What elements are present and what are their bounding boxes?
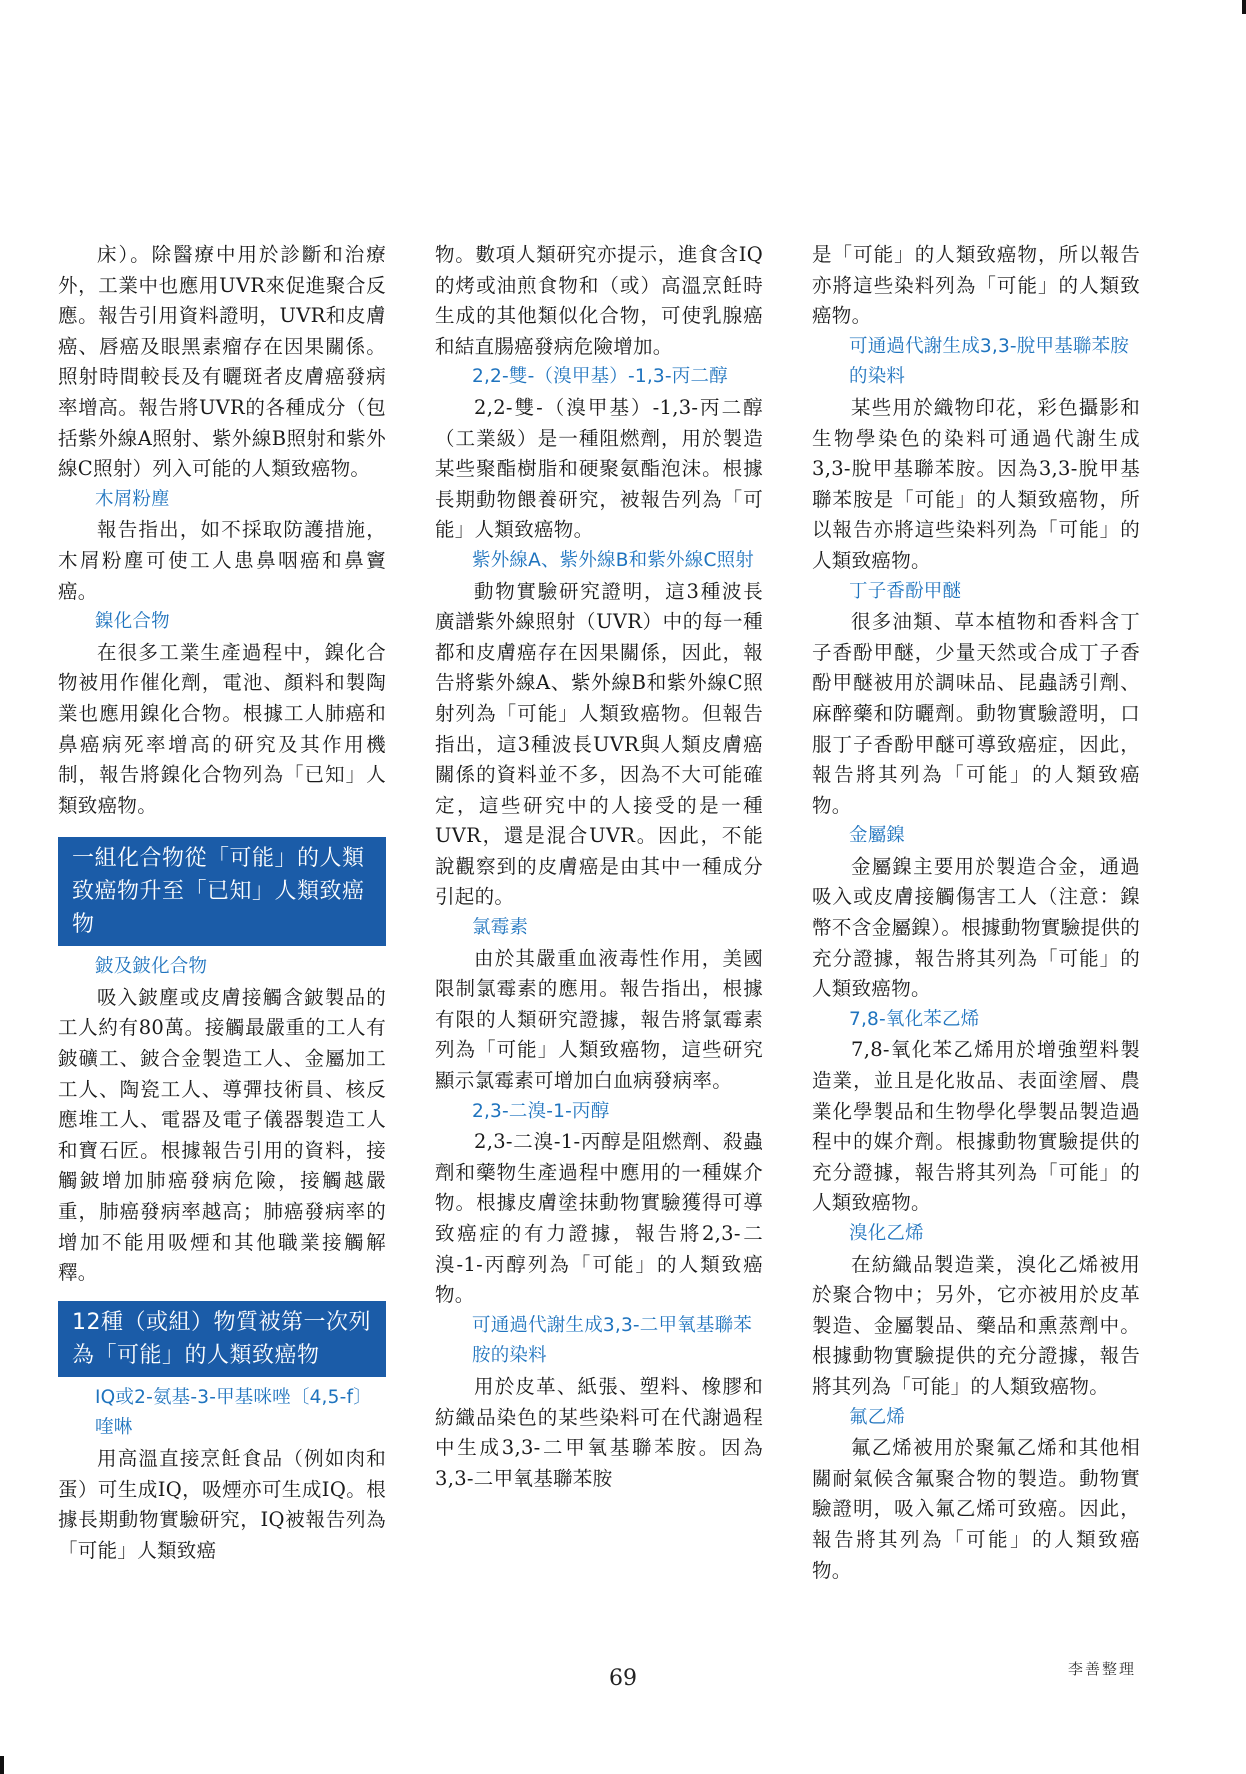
scan-edge-mark-bottom bbox=[0, 1756, 4, 1774]
highlight-box-heading: 12種（或組）物質被第一次列為「可能」的人類致癌物 bbox=[58, 1301, 386, 1377]
paragraph: 用高溫直接烹飪食品（例如肉和蛋）可生成IQ，吸煙亦可生成IQ。根據長期動物實驗研究，IQ被報告列為「可能」人類致癌 bbox=[58, 1447, 386, 1562]
paragraph: 2,2-雙-（溴甲基）-1,3-丙二醇（工業級）是一種阻燃劑，用於製造某些聚酯樹脂和硬聚氨酯泡沫。根據長期動物餵養研究，被報告列為「可能」人類致癌物。 bbox=[435, 395, 763, 542]
paragraph: 金屬鎳主要用於製造合金，通過吸入或皮膚接觸傷害工人（注意：鎳幣不含金屬鎳）。根據動物實驗提供的充分證據，報告將其列為「可能」的人類致癌物。 bbox=[812, 854, 1140, 1001]
paragraph: 吸入鈹塵或皮膚接觸含鈹製品的工人約有80萬。接觸最嚴重的工人有鈹礦工、鈹合金製造工人、金屬加工工人、陶瓷工人、導彈技術員、核反應堆工人、電器及電子儀器製造工人和寶石匠。根據報告引用的資料，接觸鈹增加肺癌發病危險，接觸越嚴重，肺癌發病率越高；肺癌發病率的增加不能用吸煙和其他職業接觸解釋。 bbox=[58, 985, 386, 1285]
column-1 bbox=[58, 240, 386, 1566]
highlight-box-heading: 一組化合物從「可能」的人類致癌物升至「已知」人類致癌物 bbox=[58, 837, 386, 946]
page-number: 69 bbox=[609, 1666, 637, 1691]
section-heading: 紫外線A、紫外線B和紫外線C照射 bbox=[472, 549, 754, 571]
paragraph: 2,3-二溴-1-丙醇是阻燃劑、殺蟲劑和藥物生產過程中應用的一種媒介物。根據皮膚塗抹動物實驗獲得可導致癌症的有力證據，報告將2,3-二溴-1-丙醇列為「可能」的人類致癌物。 bbox=[435, 1130, 763, 1307]
section-heading: 2,2-雙-（溴甲基）-1,3-丙二醇 bbox=[472, 366, 728, 388]
paragraph: 由於其嚴重血液毒性作用，美國限制氯霉素的應用。報告指出，根據有限的人類研究證據，報告將氯霉素列為「可能」人類致癌物，這些研究顯示氯霉素可增加白血病發病率。 bbox=[435, 946, 763, 1093]
paragraph: 床）。除醫療中用於診斷和治療外，工業中也應用UVR來促進聚合反應。報告引用資料證明，UVR和皮膚癌、唇癌及眼黑素瘤存在因果關係。照射時間較長及有曬斑者皮膚癌發病率增高。報告將UVR的各種成分（包括紫外線A照射、紫外線B照射和紫外線C照射）列入可能的人類致癌物。 bbox=[58, 243, 386, 481]
section-heading: 2,3-二溴-1-丙醇 bbox=[472, 1100, 610, 1122]
paragraph: 在很多工業生產過程中，鎳化合物被用作催化劑，電池、顏料和製陶業也應用鎳化合物。根據工人肺癌和鼻癌病死率增高的研究及其作用機制，報告將鎳化合物列為「已知」人類致癌物。 bbox=[58, 640, 386, 817]
paragraph: 氟乙烯被用於聚氟乙烯和其他相關耐氣候含氟聚合物的製造。動物實驗證明，吸入氟乙烯可致癌。因此，報告將其列為「可能」的人類致癌物。 bbox=[812, 1436, 1140, 1582]
section-heading: 溴化乙烯 bbox=[849, 1223, 924, 1244]
paragraph: 用於皮革、紙張、塑料、橡膠和紡織品染色的某些染料可在代謝過程中生成3,3-二甲氧基聯苯胺。因為3,3-二甲氧基聯苯胺 bbox=[435, 1374, 763, 1490]
paragraph: 報告指出，如不採取防護措施，木屑粉塵可使工人患鼻咽癌和鼻竇癌。 bbox=[58, 518, 386, 603]
section-heading: 可通過代謝生成3,3-脫甲基聯苯胺的染料 bbox=[849, 335, 1129, 388]
section-heading: 金屬鎳 bbox=[849, 825, 906, 847]
section-heading: 氟乙烯 bbox=[849, 1406, 906, 1428]
column-2 bbox=[435, 240, 763, 1494]
section-heading: 鎳化合物 bbox=[95, 611, 170, 633]
paragraph: 動物實驗研究證明，這3種波長廣譜紫外線照射（UVR）中的每一種都和皮膚癌存在因果關係，因此，報告將紫外線A、紫外線B和紫外線C照射列為「可能」人類致癌物。但報告指出，這3種波長UVR與人類皮膚癌關係的資料並不多，因為不大可能確定，這些研究中的人接受的是一種UVR，還是混合UVR。因此，不能說觀察到的皮膚癌是由其中一種成分引起的。 bbox=[435, 579, 763, 909]
editor-credit: 李善整理 bbox=[1067, 1660, 1136, 1678]
paragraph: 某些用於織物印花，彩色攝影和生物學染色的染料可通過代謝生成3,3-脫甲基聯苯胺。因為3,3-脫甲基聯苯胺是「可能」的人類致癌物，所以報告亦將這些染料列為「可能」的人類致癌物。 bbox=[812, 395, 1140, 572]
column-3 bbox=[812, 240, 1140, 1586]
section-heading: 鈹及鈹化合物 bbox=[95, 956, 208, 978]
scan-edge-mark bbox=[1242, 0, 1246, 14]
section-heading: 可通過代謝生成3,3-二甲氧基聯苯胺的染料 bbox=[472, 1314, 752, 1367]
paragraph: 7,8-氧化苯乙烯用於增強塑料製造業，並且是化妝品、表面塗層、農業化學製品和生物學化學製品製造過程中的媒介劑。根據動物實驗提供的充分證據，報告將其列為「可能」的人類致癌物。 bbox=[812, 1038, 1140, 1215]
paragraph-continued: 是「可能」的人類致癌物，所以報告亦將這些染料列為「可能」的人類致癌物。 bbox=[812, 243, 1140, 328]
section-heading: 丁子香酚甲醚 bbox=[849, 580, 962, 602]
paragraph: 在紡織品製造業，溴化乙烯被用於聚合物中；另外，它亦被用於皮革製造、金屬製品、藥品和熏蒸劑中。根據動物實驗提供的充分證據，報告將其列為「可能」的人類致癌物。 bbox=[812, 1252, 1140, 1398]
paragraph: 很多油類、草本植物和香料含丁子香酚甲醚，少量天然或合成丁子香酚甲醚被用於調味品、昆蟲誘引劑、麻醉藥和防曬劑。動物實驗證明，口服丁子香酚甲醚可導致癌症，因此，報告將其列為「可能」的人類致癌物。 bbox=[812, 610, 1140, 817]
paragraph-continued: 物。數項人類研究亦提示，進食含IQ的烤或油煎食物和（或）高溫烹飪時生成的其他類似化合物，可使乳腺癌和結直腸癌發病危險增加。 bbox=[435, 243, 763, 358]
section-heading: 木屑粉塵 bbox=[95, 488, 170, 510]
section-heading: 7,8-氧化苯乙烯 bbox=[849, 1008, 980, 1030]
section-heading: IQ或2-氨基-3-甲基咪唑〔4,5-f〕喹啉 bbox=[95, 1386, 372, 1439]
section-heading: 氯霉素 bbox=[472, 917, 529, 939]
